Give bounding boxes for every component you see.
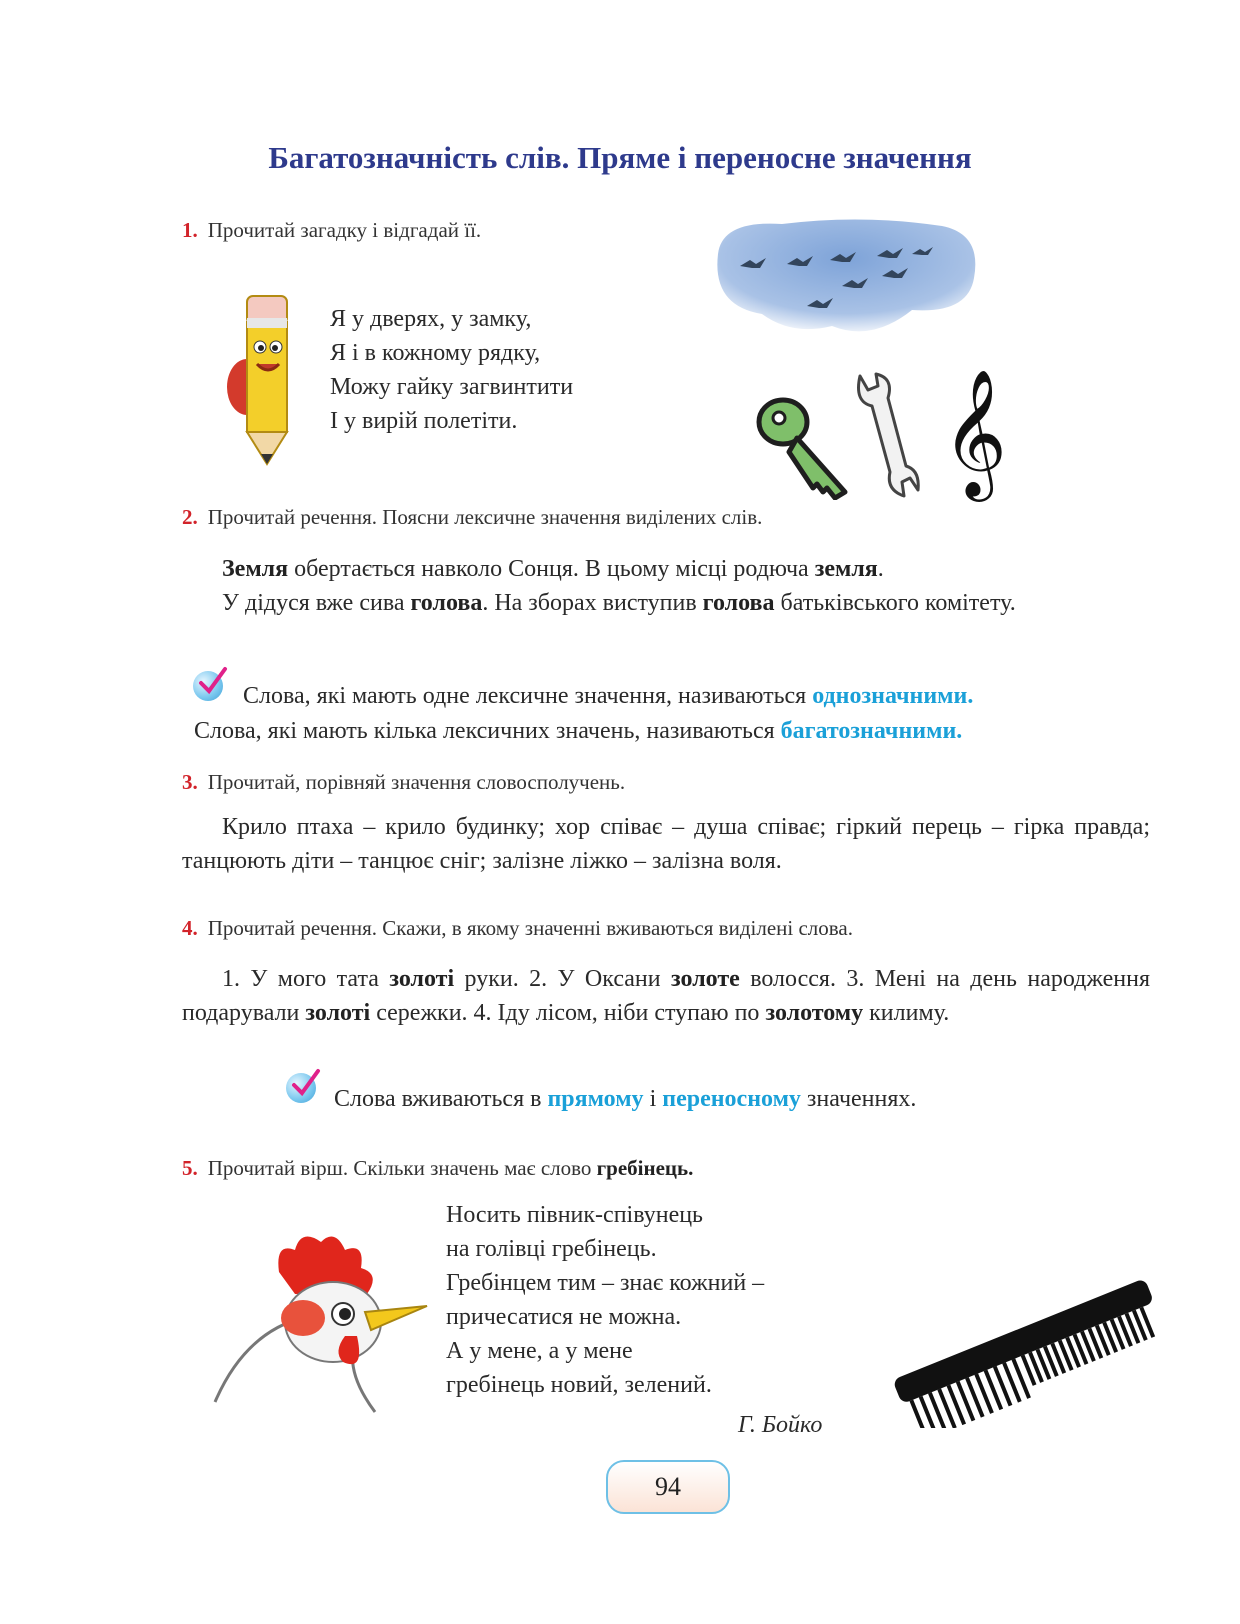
key-icon [755,392,855,500]
highlighted-word: голова [410,590,483,616]
task-number: 5. [182,1156,198,1180]
task-number: 1. [182,218,198,242]
comb-icon [880,1268,1170,1428]
rule-line-1 [243,679,973,713]
rule-text: значеннях. [800,1086,917,1112]
poem-author: Г. Бойко [738,1412,823,1438]
task-4-sentences [182,962,1150,1030]
task-2-sentences [182,552,1150,620]
poem-line: на голівці гребінець. [446,1236,657,1262]
sentence-text: руки. 2. У Оксани [454,966,672,992]
sentence [182,552,1150,586]
task-number: 2. [182,505,198,529]
task-1 [182,218,481,243]
poem-line: гребінець новий, зелений. [446,1372,712,1398]
rule-text: Слова, які мають одне лексичне значення, називаються [243,683,813,709]
sentence-text: килиму. [863,1000,950,1026]
task-text: Прочитай загадку і відгадай її. [207,218,482,242]
rule-term: переносному [662,1086,801,1112]
sentence [182,586,1150,620]
poem [446,1198,764,1402]
poem-line: І у вирій полетіти. [330,408,518,434]
rule-term: багатозначними. [780,718,963,744]
page-number: 94 [606,1460,730,1514]
task-2 [182,505,762,530]
sentence-text: сережки. 4. Іду лісом, ніби ступаю по [370,1000,766,1026]
sentence-text: . На зборах виступив [482,590,703,616]
highlighted-word: золоті [389,966,455,992]
highlighted-word: золоті [305,1000,371,1026]
riddle-poem [330,302,573,438]
highlighted-word: земля [814,556,878,582]
task-text: Прочитай вірш. Скільки значень має слово [207,1156,597,1180]
rule-term: прямому [547,1086,644,1112]
rule-line-3 [334,1082,916,1116]
poem-line: Я і в кожному рядку, [330,340,541,366]
highlighted-word: голова [702,590,775,616]
rule-line-2 [194,714,962,748]
rooster-illustration [205,1222,430,1417]
flying-birds-illustration [712,214,982,344]
highlighted-word: золотому [765,1000,864,1026]
sentence-text: обертається навколо Сонця. В цьому місці родюча [288,556,815,582]
check-icon [286,1073,316,1103]
task-4 [182,916,853,941]
poem-line: Я у дверях, у замку, [330,306,532,332]
rule-term: однозначними. [812,683,974,709]
task-3-text: Крило птаха – крило будинку; хор співає – душа співає; гіркий перець – гірка правда; танцюють діти – танцює сніг; залізне ліжко – залізна воля. [182,814,1150,874]
rule-text: Слова вживаються в [334,1086,548,1112]
sentence-text: . [877,556,884,582]
page-title: Багатозначність слів. Пряме і переносне значення [268,140,972,175]
task-5 [182,1156,693,1181]
poem-line: А у мене, а у мене [446,1338,633,1364]
highlighted-word: золоте [671,966,740,992]
rule-text: і [643,1086,663,1112]
sentence-text: волосся. 3. Мені на день народження подарували [182,966,1151,1026]
task-number: 4. [182,916,198,940]
sentence-text: батьківського комітету. [774,590,1016,616]
task-text: Прочитай, порівняй значення словосполучень. [207,770,626,794]
highlighted-word: гребінець. [596,1156,694,1180]
task-number: 3. [182,770,198,794]
pencil-character-illustration [225,292,305,467]
highlighted-word: Земля [222,556,289,582]
wrench-icon [850,372,925,498]
task-3 [182,770,625,795]
task-text: Прочитай речення. Поясни лексичне значення виділених слів. [207,505,763,529]
poem-line: Гребінцем тим – знає кожний – [446,1270,765,1296]
poem-line: причесатися не можна. [446,1304,682,1330]
check-icon [193,671,223,701]
treble-clef-icon: 𝄞 [942,368,1008,496]
poem-line: Носить півник-співунець [446,1202,704,1228]
sentence-text: У дідуся вже сива [222,590,411,616]
poem-line: Можу гайку загвинтити [330,374,574,400]
rule-text: Слова, які мають кілька лексичних значень, називаються [194,718,781,744]
sentence-text: 1. У мого тата [222,966,390,992]
task-text: Прочитай речення. Скажи, в якому значенні вживаються виділені слова. [207,916,853,940]
